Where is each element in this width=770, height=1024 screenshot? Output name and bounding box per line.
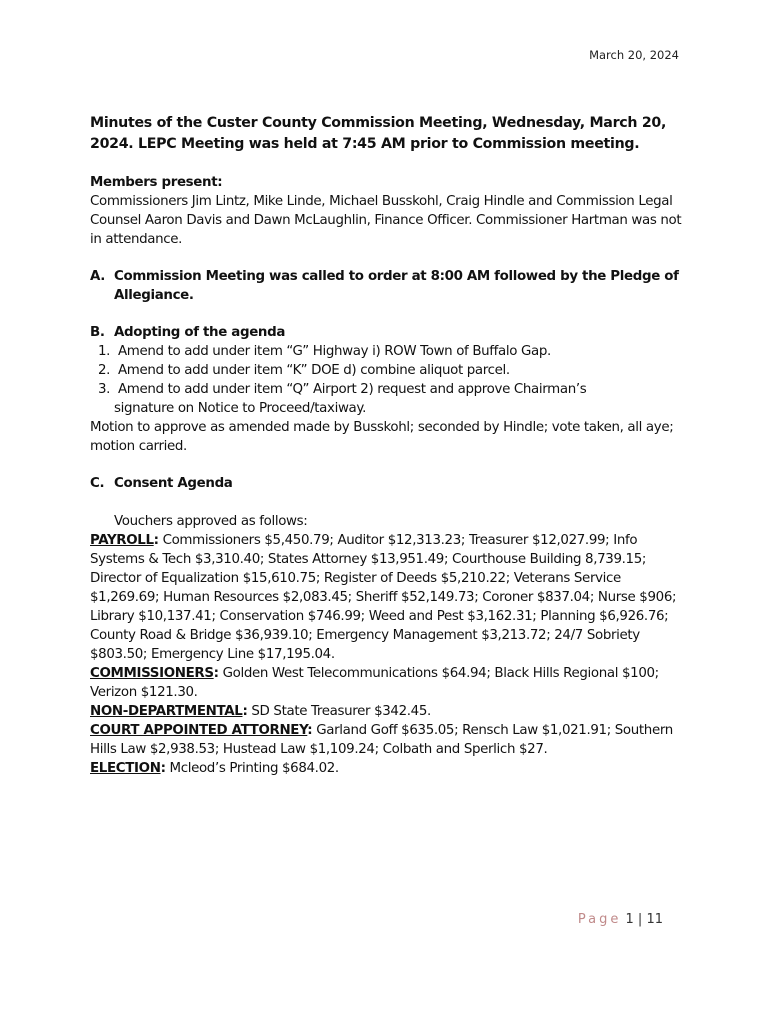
page-separator: | (637, 912, 643, 927)
non-departmental-label: NON-DEPARTMENTAL (90, 704, 243, 719)
page-number: 1 (625, 912, 634, 927)
commissioners-text: Golden West Telecommunications $64.94; Black Hills Regional $100; Verizon $121.30. (90, 666, 659, 700)
page-footer (578, 912, 663, 927)
election-label: ELECTION (90, 761, 161, 776)
page-word: Page (577, 912, 622, 927)
minutes-content (90, 113, 690, 778)
agenda-item: 3. Amend to add under item “Q” Airport 2) request and approve Chairman’s (98, 382, 587, 397)
court-appointed-text: Garland Goff $635.05; Rensch Law $1,021.91; Southern Hills Law $2,938.53; Hustead Law $1,109.24; Colbath and Sperlich $27. (90, 723, 673, 757)
payroll-label: PAYROLL (90, 533, 154, 548)
payroll-text: Commissioners $5,450.79; Auditor $12,313.23; Treasurer $12,027.99; Info Systems & Tech $3,310.40; States Attorney $13,951.49; Courthouse Building 8,739.15; Director of Equalization $15,610.75; Register of Deeds $5,210.22; Veterans Service $1,269.69; Human Resources $2,083.45; Sheriff $52,149.73; Coroner $837.04; Nurse $906; Library $10,137.41; Conservation $746.99; Weed and Pest $3,162.31; Planning $6,926.76; County Road & Bridge $36,939.10; Emergency Management $3,213.72; 24/7 Sobriety $803.50; Emergency Line $17,195.04. (90, 533, 677, 662)
election-paragraph: ELECTION: Mcleod’s Printing $684.02. (90, 761, 339, 776)
non-departmental-text: SD State Treasurer $342.45. (247, 704, 431, 719)
non-departmental-paragraph: NON-DEPARTMENTAL: SD State Treasurer $342.45. (90, 704, 431, 719)
agenda-motion: Motion to approve as amended made by Busskohl; seconded by Hindle; vote taken, all aye; motion carried. (90, 420, 674, 454)
section-a-letter: A. (90, 269, 105, 284)
section-b (90, 323, 690, 456)
court-appointed-paragraph: COURT APPOINTED ATTORNEY: Garland Goff $635.05; Rensch Law $1,021.91; Southern Hills Law $2,938.53; Hustead Law $1,109.24; Colbath and Sperlich $27. (90, 723, 673, 757)
agenda-item: 2. Amend to add under item “K” DOE d) combine aliquot parcel. (98, 363, 510, 378)
page-total: 11 (646, 912, 663, 927)
section-b-letter: B. (90, 325, 105, 340)
section-b-heading: Adopting of the agenda (114, 325, 286, 340)
election-text: Mcleod’s Printing $684.02. (165, 761, 339, 776)
header-date: March 20, 2024 (589, 48, 679, 62)
members-section (90, 173, 690, 249)
members-text: Commissioners Jim Lintz, Mike Linde, Michael Busskohl, Craig Hindle and Commission Legal Counsel Aaron Davis and Dawn McLaughlin, Finance Officer. Commissioner Hartman was not in attendance. (90, 194, 682, 247)
agenda-item-continuation: signature on Notice to Proceed/taxiway. (114, 401, 366, 416)
section-a (90, 267, 690, 305)
commissioners-paragraph: COMMISSIONERS: Golden West Telecommunications $64.94; Black Hills Regional $100; Verizon $121.30. (90, 666, 659, 700)
payroll-paragraph: PAYROLL: Commissioners $5,450.79; Auditor $12,313.23; Treasurer $12,027.99; Info Systems & Tech $3,310.40; States Attorney $13,951.49; Courthouse Building 8,739.15; Director of Equalization $15,610.75; Register of Deeds $5,210.22; Veterans Service $1,269.69; Human Resources $2,083.45; Sheriff $52,149.73; Coroner $837.04; Nurse $906; Library $10,137.41; Conservation $746.99; Weed and Pest $3,162.31; Planning $6,926.76; County Road & Bridge $36,939.10; Emergency Management $3,213.72; 24/7 Sobriety $803.50; Emergency Line $17,195.04. (90, 533, 677, 662)
agenda-item: 1. Amend to add under item “G” Highway i) ROW Town of Buffalo Gap. (98, 344, 551, 359)
section-c-heading: Consent Agenda (114, 476, 233, 491)
section-a-text: Commission Meeting was called to order at 8:00 AM followed by the Pledge of Allegiance. (114, 269, 679, 303)
members-heading: Members present: (90, 175, 223, 190)
section-c (90, 474, 690, 531)
minutes-title: Minutes of the Custer County Commission Meeting, Wednesday, March 20, 2024. LEPC Meeting was held at 7:45 AM prior to Commission meeting. (90, 115, 667, 152)
vouchers-intro: Vouchers approved as follows: (114, 514, 308, 529)
commissioners-label: COMMISSIONERS (90, 666, 214, 681)
court-appointed-label: COURT APPOINTED ATTORNEY (90, 723, 308, 738)
section-c-letter: C. (90, 476, 105, 491)
